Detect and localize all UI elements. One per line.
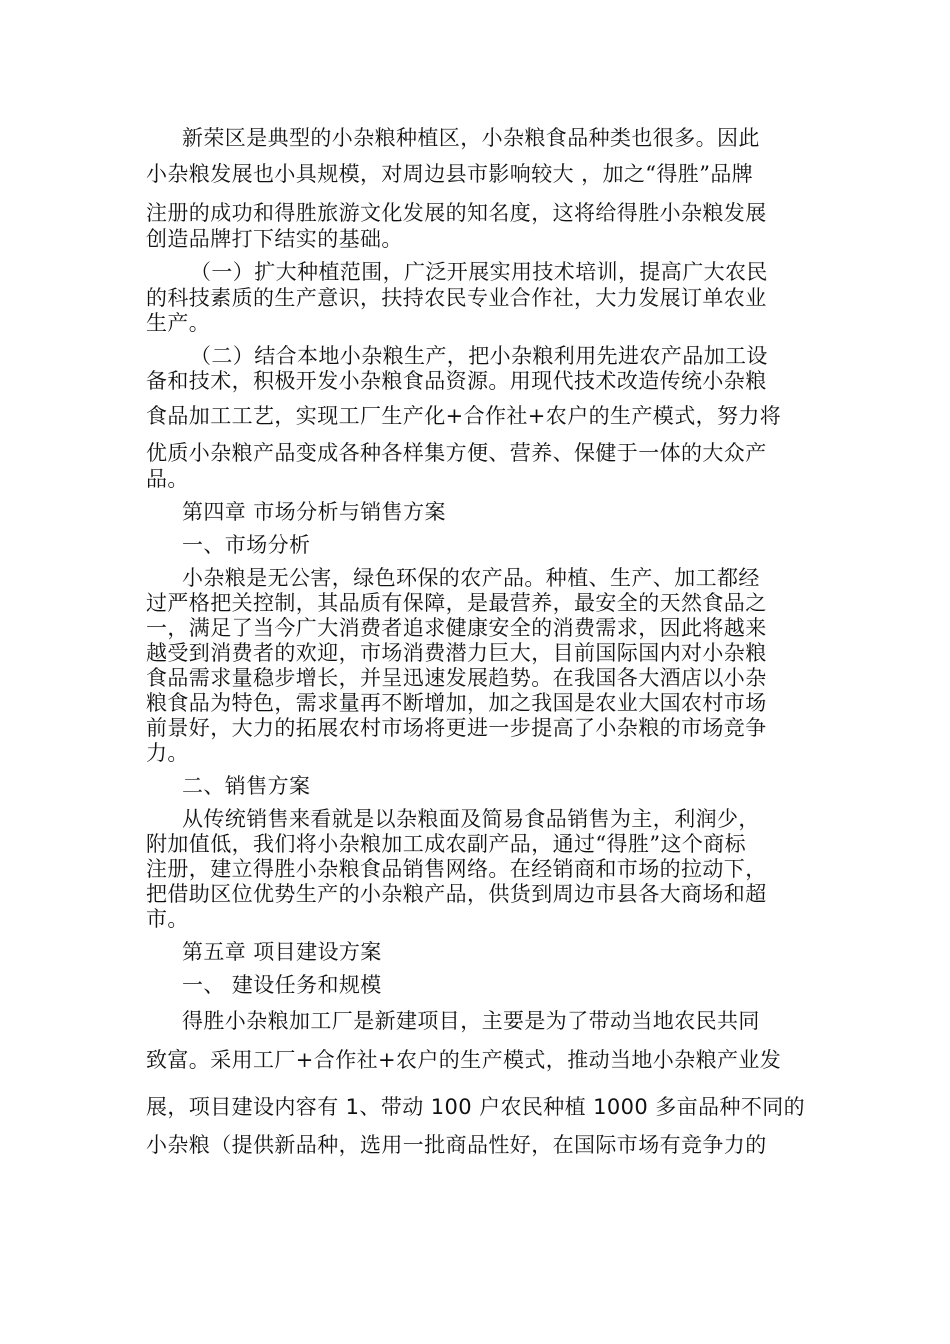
paragraph-sales-line-2: 附加值低，我们将小杂粮加工成农副产品，通过“得胜”这个商标	[146, 832, 747, 856]
chapter-4-heading: 第四章 市场分析与销售方案	[182, 500, 446, 524]
paragraph-point-2-line-1: （二）结合本地小杂粮生产，把小杂粮利用先进农产品加工设	[190, 344, 768, 368]
paragraph-tasks-line-4: 小杂粮（提供新品种，选用一批商品性好，在国际市场有竞争力的	[146, 1133, 767, 1157]
paragraph-market-line-7: 前景好，大力的拓展农村市场将更进一步提高了小杂粮的市场竞争	[146, 716, 767, 740]
paragraph-sales-line-4: 把借助区位优势生产的小杂粮产品，供货到周边市县各大商场和超	[146, 882, 767, 906]
paragraph-point-2-line-5: 品。	[146, 467, 189, 491]
paragraph-intro-line-2: 小杂粮发展也小具规模，对周边县市影响较大 ，加之“得胜”品牌	[146, 162, 754, 186]
paragraph-market-line-8: 力。	[146, 741, 189, 765]
paragraph-market-line-3: 一，满足了当今广大消费者追求健康安全的消费需求，因此将越来	[146, 616, 767, 640]
paragraph-market-line-2: 过严格把关控制，其品质有保障，是最营养，最安全的天然食品之	[146, 591, 767, 615]
paragraph-sales-line-3: 注册，建立得胜小杂粮食品销售网络。在经销商和市场的拉动下，	[146, 857, 767, 881]
paragraph-point-2-line-4: 优质小杂粮产品变成各种各样集方便、营养、保健于一体的大众产	[146, 441, 767, 465]
paragraph-point-1-line-1: （一）扩大种植范围，广泛开展实用技术培训，提高广大农民	[190, 260, 768, 284]
section-tasks-heading: 一、 建设任务和规模	[182, 973, 382, 997]
paragraph-tasks-line-3: 展，项目建设内容有 1、带动 100 户农民种植 1000 多亩品种不同的	[146, 1095, 806, 1119]
paragraph-sales-line-5: 市。	[146, 907, 189, 931]
section-sales-heading: 二、销售方案	[182, 774, 311, 798]
paragraph-market-line-1: 小杂粮是无公害，绿色环保的农产品。种植、生产、加工都经	[182, 566, 760, 590]
paragraph-intro-line-4: 创造品牌打下结实的基础。	[146, 227, 403, 251]
paragraph-point-1-line-3: 生产。	[146, 311, 211, 335]
paragraph-point-1-line-2: 的科技素质的生产意识，扶持农民专业合作社，大力发展订单农业	[146, 286, 767, 310]
paragraph-market-line-6: 粮食品为特色，需求量再不断增加，加之我国是农业大国农村市场	[146, 691, 767, 715]
paragraph-sales-line-1: 从传统销售来看就是以杂粮面及简易食品销售为主，利润少，	[182, 807, 760, 831]
paragraph-market-line-4: 越受到消费者的欢迎，市场消费潜力巨大，目前国际国内对小杂粮	[146, 641, 767, 665]
paragraph-market-line-5: 食品需求量稳步增长，并呈迅速发展趋势。在我国各大酒店以小杂	[146, 666, 767, 690]
paragraph-point-2-line-2: 备和技术，积极开发小杂粮食品资源。用现代技术改造传统小杂粮	[146, 369, 767, 393]
paragraph-intro-line-3: 注册的成功和得胜旅游文化发展的知名度，这将给得胜小杂粮发展	[146, 201, 767, 225]
paragraph-tasks-line-2: 致富。采用工厂+合作社+农户的生产模式，推动当地小杂粮产业发	[146, 1048, 782, 1072]
paragraph-tasks-line-1: 得胜小杂粮加工厂是新建项目，主要是为了带动当地农民共同	[182, 1009, 760, 1033]
paragraph-point-2-line-3: 食品加工工艺，实现工厂生产化+合作社+农户的生产模式，努力将	[146, 404, 782, 428]
chapter-5-heading: 第五章 项目建设方案	[182, 940, 382, 964]
section-market-heading: 一、市场分析	[182, 533, 311, 557]
paragraph-intro-line-1: 新荣区是典型的小杂粮种植区，小杂粮食品种类也很多。因此	[182, 126, 760, 150]
